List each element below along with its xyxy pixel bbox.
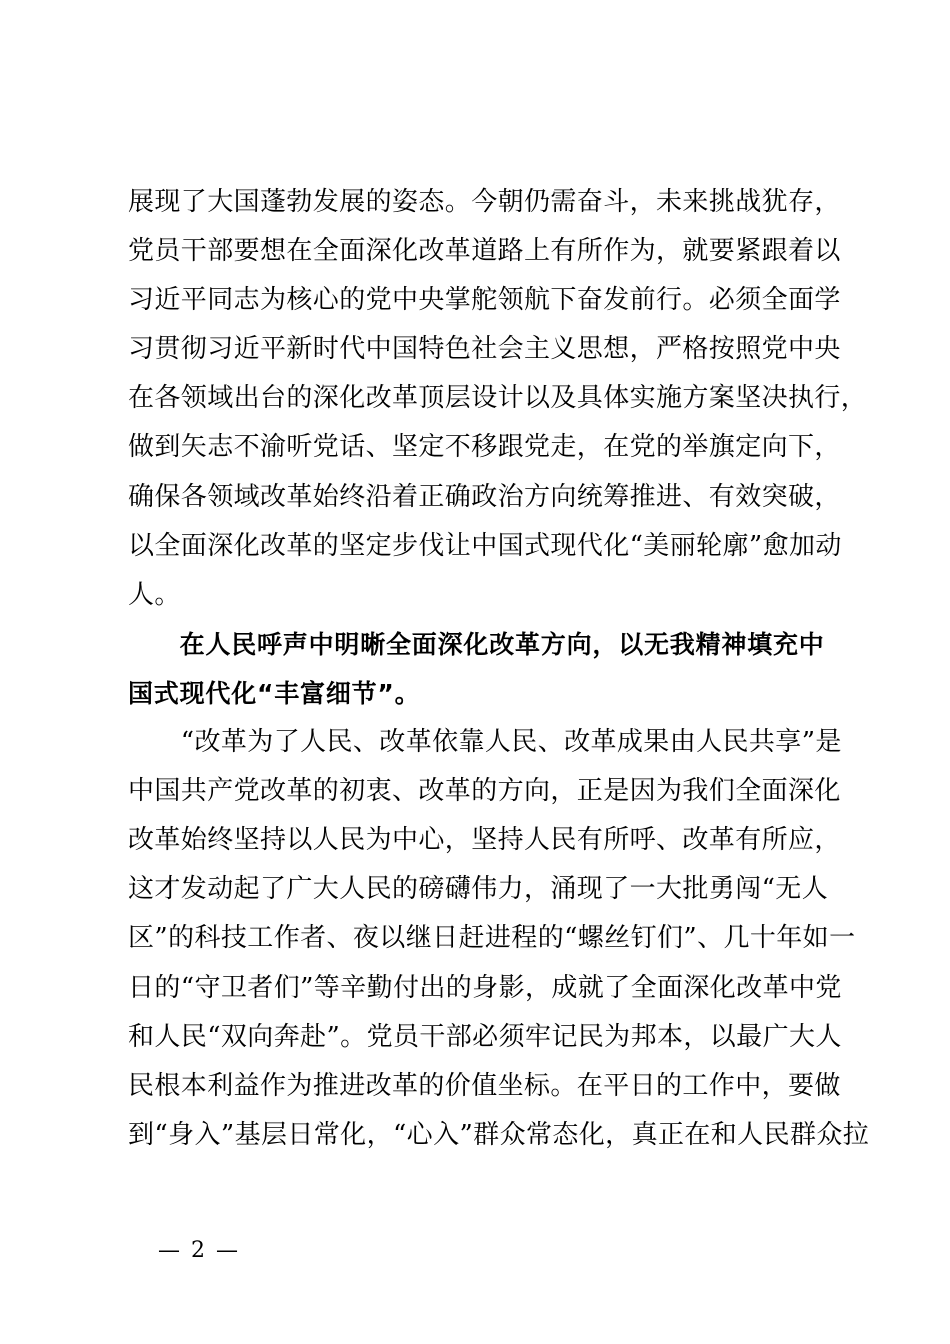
text-line: 日的“守卫者们”等辛勤付出的身影，成就了全面深化改革中党	[128, 972, 842, 1003]
text-line: 和人民“双向奔赴”。党员干部必须牢记民为邦本，以最广大人	[128, 1021, 842, 1052]
text-line: 确保各领域改革始终沿着正确政治方向统筹推进、有效突破，	[128, 481, 841, 512]
text-line: 区”的科技工作者、夜以继日赶进程的“螺丝钉们”、几十年如一	[128, 923, 856, 954]
section-heading-line: 国式现代化“丰富细节”。	[128, 678, 421, 708]
section-heading-line: 在人民呼声中明晰全面深化改革方向，以无我精神填充中	[128, 629, 825, 659]
text-line: 中国共产党改革的初衷、改革的方向，正是因为我们全面深化	[128, 776, 841, 807]
text-line: 党员干部要想在全面深化改革道路上有所作为，就要紧跟着以	[128, 236, 841, 267]
text-line: 这才发动起了广大人民的磅礴伟力，涌现了一大批勇闯“无人	[128, 874, 829, 905]
text-line: 做到矢志不渝听党话、坚定不移跟党走，在党的举旗定向下，	[128, 432, 841, 463]
text-line: 改革始终坚持以人民为中心，坚持人民有所呼、改革有所应，	[128, 825, 841, 856]
text-line: 以全面深化改革的坚定步伐让中国式现代化“美丽轮廓”愈加动	[128, 530, 842, 561]
text-line: 习近平同志为核心的党中央掌舵领航下奋发前行。必须全面学	[128, 285, 841, 316]
text-line: “改革为了人民、改革依靠人民、改革成果由人民共享”是	[128, 727, 842, 758]
text-line: 人。	[128, 579, 181, 610]
text-line: 到“身入”基层日常化，“心入”群众常态化，真正在和人民群众拉	[128, 1119, 870, 1150]
text-line: 习贯彻习近平新时代中国特色社会主义思想，严格按照党中央	[128, 334, 841, 365]
body-text	[128, 178, 870, 1160]
text-line: 展现了大国蓬勃发展的姿态。今朝仍需奋斗，未来挑战犹存，	[128, 187, 841, 217]
text-line: 民根本利益作为推进改革的价值坐标。在平日的工作中，要做	[128, 1070, 841, 1101]
text-line: 在各领域出台的深化改革顶层设计以及具体实施方案坚决执行，	[128, 383, 868, 414]
page-number: — 2 —	[158, 1238, 240, 1263]
